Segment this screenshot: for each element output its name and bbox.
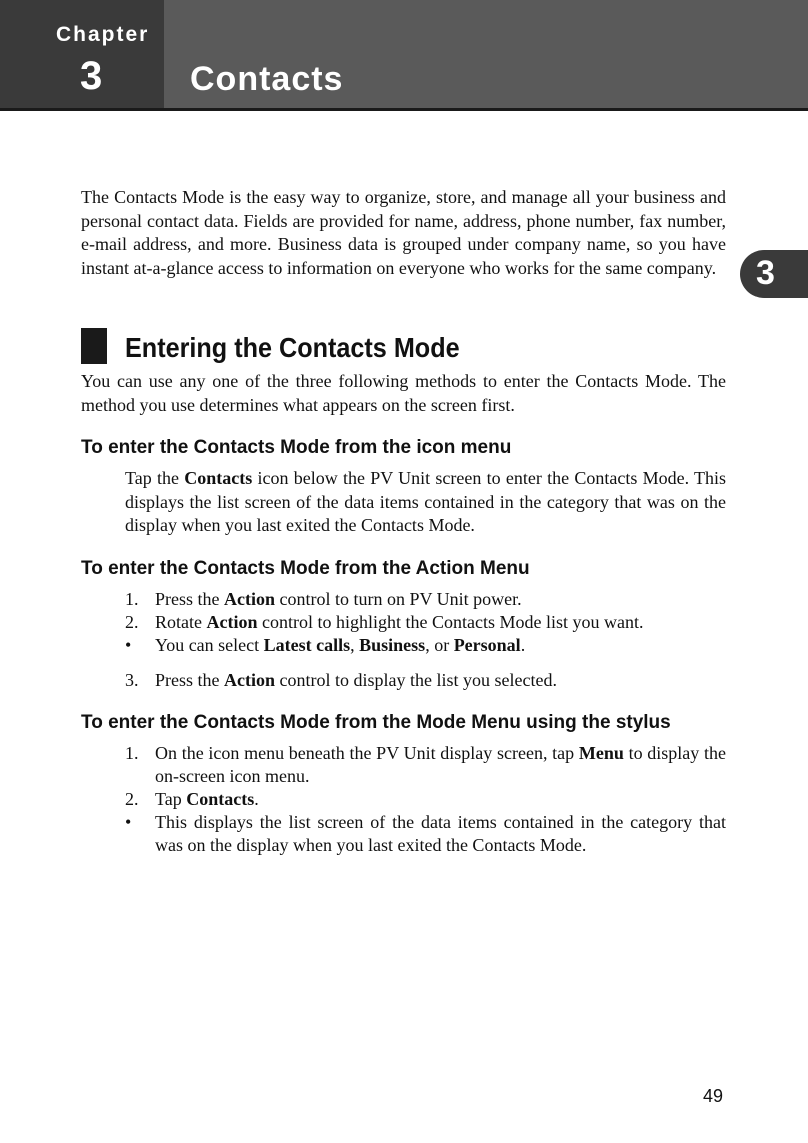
- method2-step-2: 2. Rotate Action control to highlight the Contacts Mode list you want.: [125, 611, 644, 632]
- method2-step-1: 1. Press the Action control to turn on PV Unit power.: [125, 588, 522, 609]
- method2-heading: To enter the Contacts Mode from the Action Menu: [81, 557, 530, 579]
- section-title: Entering the Contacts Mode: [125, 332, 460, 363]
- chapter-side-tab: [740, 250, 808, 298]
- section-marker-block: [81, 328, 107, 364]
- method1-paragraph: Tap the Contacts icon below the PV Unit screen to enter the Contacts Mode. This displays the list screen of the data items contained in the category that was on the display when you last exited the Contacts Mode.: [125, 468, 727, 535]
- side-tab-number: 3: [756, 254, 775, 292]
- section-body: You can use any one of the three following methods to enter the Contacts Mode. The method you use determines what appears on the screen first.: [81, 371, 726, 415]
- chapter-label: Chapter: [56, 23, 150, 46]
- page-number: 49: [703, 1086, 724, 1106]
- section-heading: [81, 328, 726, 368]
- intro-paragraph: The Contacts Mode is the easy way to organize, store, and manage all your business and personal contact data. Fields are provided for name, address, phone number, fax number, e-mail address, and more. Business data is grouped under company name, so you have instant at-a-glance access to information on everyone who works for the same company.: [81, 187, 726, 278]
- method3-step-2: 2. Tap Contacts.: [125, 788, 259, 809]
- chapter-header: [0, 0, 808, 108]
- method3-bullet: • This displays the list screen of the data items contained in the category that was on the display when you last exited the Contacts Mode.: [125, 811, 726, 855]
- method2-bullet: • You can select Latest calls, Business, or Personal.: [125, 634, 526, 655]
- method3-step-1: 1. On the icon menu beneath the PV Unit display screen, tap Menu to display the on-screen icon menu.: [125, 742, 726, 786]
- header-rule: [0, 108, 808, 111]
- method3-heading: To enter the Contacts Mode from the Mode Menu using the stylus: [81, 711, 671, 733]
- method1-heading: To enter the Contacts Mode from the icon menu: [81, 437, 512, 458]
- chapter-number: 3: [80, 54, 103, 98]
- method2-step-3: 3. Press the Action control to display the list you selected.: [125, 669, 557, 690]
- chapter-title: Contacts: [190, 60, 344, 98]
- page-content: [81, 186, 726, 857]
